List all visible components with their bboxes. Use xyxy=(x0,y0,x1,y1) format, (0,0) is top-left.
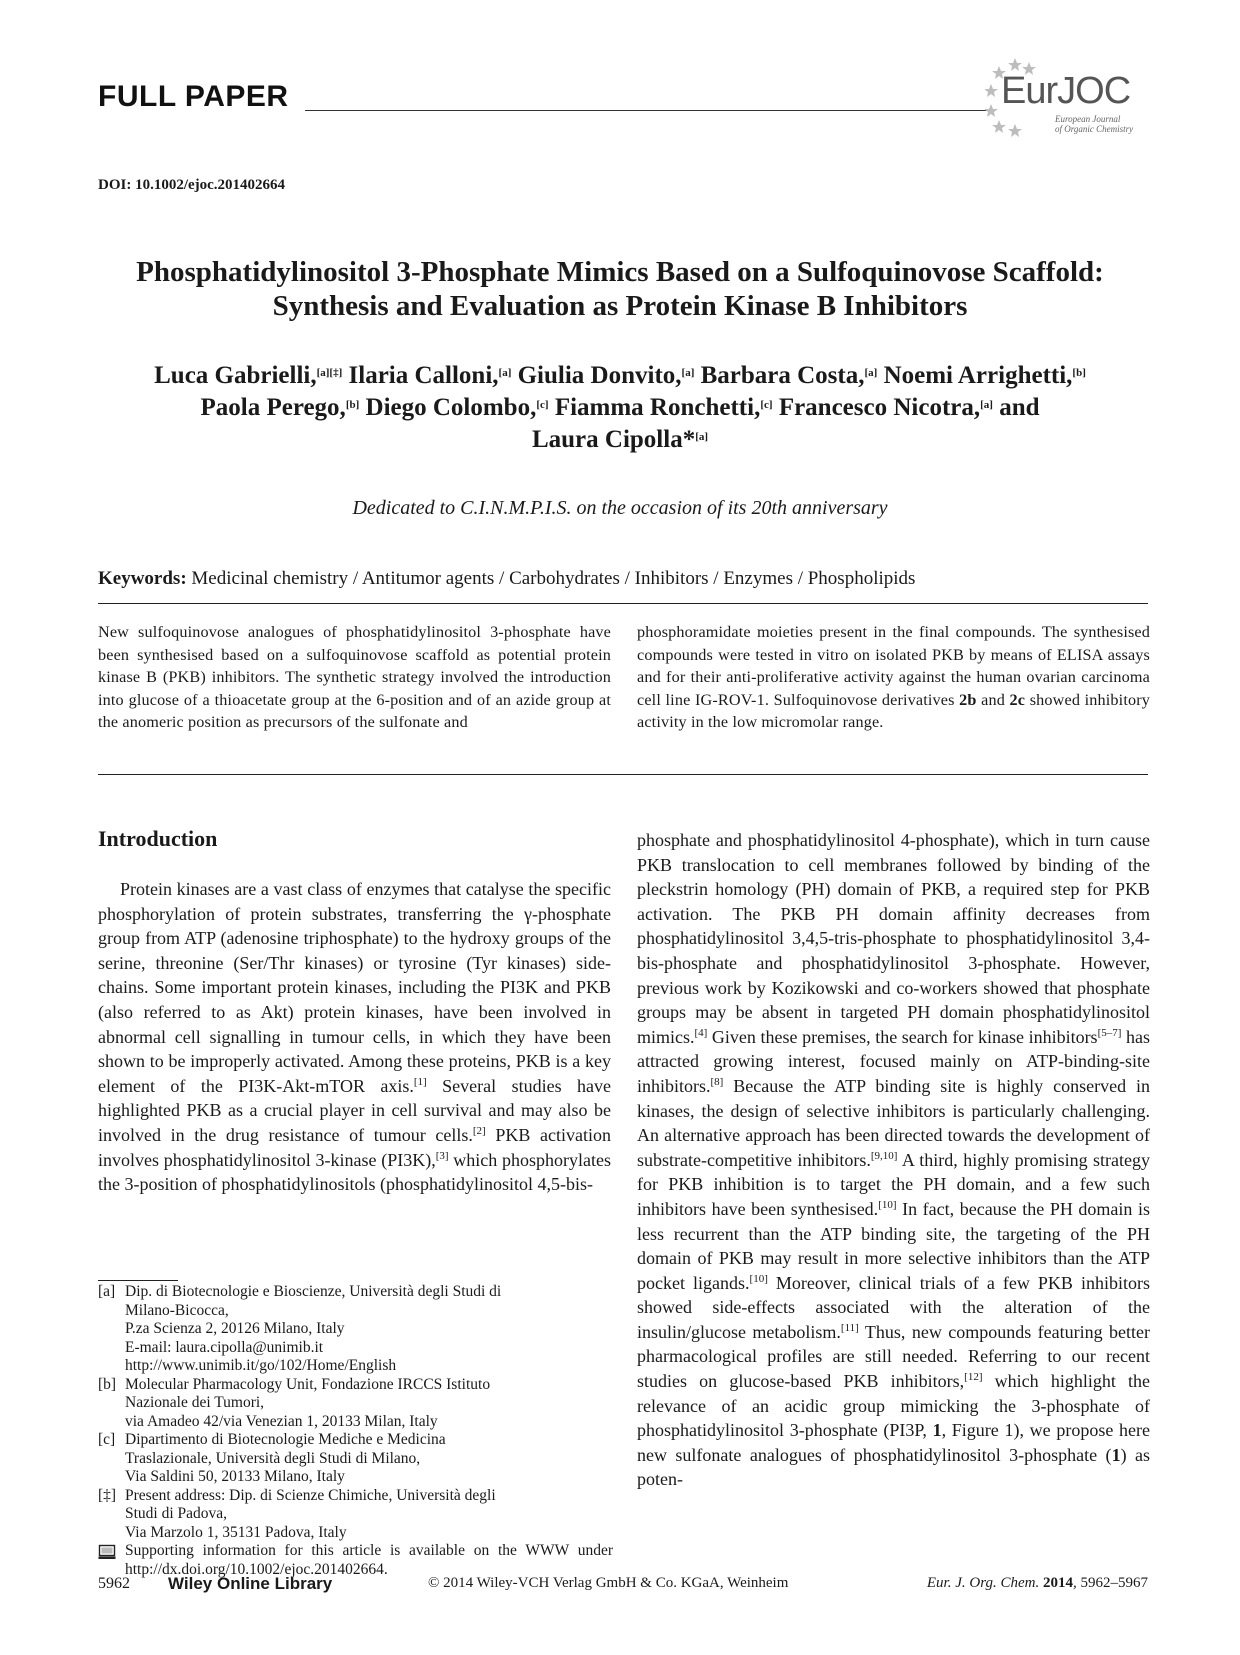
journal-abbrev: Eur. J. Org. Chem. xyxy=(926,1575,1040,1591)
citation: [1] xyxy=(413,1075,427,1088)
body-text: A third, highly promising strategy for PKB inhibition is to target the PH domain, and a few such inhibitors have been synthesised. xyxy=(637,1149,1150,1219)
abstract-left: New sulfoquinovose analogues of phosphatidylinositol 3-phosphate have been synthesised based on a sulfoquinovose scaffold as potential protein kinase B (PKB) inhibitors. The synthetic strategy involved the introduction into glucose of a thioacetate group at the 6-position and of an azide group at the anomeric position as precursors of the sulfonate and xyxy=(98,623,611,731)
affiliation-line: Milano-Bicocca, xyxy=(125,1301,229,1319)
affiliation xyxy=(98,1431,613,1487)
header-rule xyxy=(305,110,995,111)
affiliation-line: Dip. di Biotecnologie e Bioscienze, Università degli Studi di xyxy=(125,1283,502,1300)
affiliation-tag: [a] xyxy=(98,1283,116,1300)
affiliation-line: Via Marzolo 1, 35131 Padova, Italy xyxy=(125,1523,347,1541)
body-text: Given these premises, the search for kinase inhibitors xyxy=(707,1026,1098,1047)
author-affiliation: [a][‡] xyxy=(316,367,343,379)
affiliation-line: Present address: Dip. di Scienze Chimiche, Università degli xyxy=(125,1486,496,1504)
keywords-label: Keywords: xyxy=(98,568,187,589)
author-affiliation: [b] xyxy=(1072,367,1086,379)
body-text: Thus, new compounds featuring better pharmacological profiles are still needed. Referring to our recent studies on glucose-based PKB inhibitors, xyxy=(637,1321,1150,1392)
body-text: PKB activation involves phosphatidylinositol 3-kinase (PI3K), xyxy=(98,1124,611,1170)
citation: [4] xyxy=(694,1026,708,1039)
keywords xyxy=(98,568,1148,590)
body-text: Several studies have highlighted PKB as a crucial player in cell survival and may also be involved in the drug resistance of tumour cells. xyxy=(98,1075,611,1145)
journal-logo xyxy=(985,54,1155,138)
author-name: Laura Cipolla* xyxy=(531,426,696,453)
body-text: has attracted growing interest, focused mainly on ATP-binding-site inhibitors. xyxy=(637,1026,1151,1096)
journal-reference xyxy=(880,1575,1148,1592)
author-name: Paola Perego, xyxy=(200,394,346,421)
affiliation-tag: [b] xyxy=(98,1375,117,1393)
body-text: In fact, because the PH domain is less recurrent than the ATP binding site, the targeting of the PH domain of PKB may result in more selective inhibitors than the ATP pocket ligands. xyxy=(637,1198,1150,1293)
author-affiliation: [c] xyxy=(536,399,549,411)
paper-title xyxy=(70,255,1170,323)
compound-label: 2c xyxy=(1009,690,1026,709)
affiliation-url: http://www.unimib.it/go/102/Home/English xyxy=(125,1357,397,1374)
compound-label: 1 xyxy=(1111,1444,1121,1465)
author-affiliation: [a] xyxy=(681,367,695,379)
author-name: Luca Gabrielli, xyxy=(154,362,317,389)
intro-right-column xyxy=(637,828,1150,1492)
body-text: Because the ATP binding site is highly conserved in kinases, the design of selective inhibitors is particularly challenging. An alternative approach has been directed towards the development of substrate-competitive inhibitors. xyxy=(637,1075,1150,1170)
affiliation-line: P.za Scienza 2, 20126 Milano, Italy xyxy=(125,1320,345,1337)
abstract-top-rule xyxy=(98,603,1148,604)
affiliation-line: Nazionale dei Tumori, xyxy=(125,1394,265,1411)
abstract-right xyxy=(637,621,1150,734)
page-number: 5962 xyxy=(98,1575,130,1592)
author-affiliation: [c] xyxy=(760,399,773,411)
section-label: FULL PAPER xyxy=(98,80,289,113)
author-list xyxy=(70,360,1170,456)
affiliation xyxy=(98,1487,613,1543)
affiliation-line: Via Saldini 50, 20133 Milano, Italy xyxy=(125,1468,345,1485)
affiliation xyxy=(98,1376,613,1432)
author-conjunction: and xyxy=(999,394,1040,421)
abstract-text: phosphoramidate moieties present in the final compounds. The synthesised compounds were tested in vitro on isolated PKB by means of ELISA assays and for their anti-proliferative activity against the human ovarian carcinoma cell line IG-ROV-1. Sulfoquinovose derivatives xyxy=(637,623,1150,709)
affiliation-tag: [c] xyxy=(98,1431,116,1448)
author-name: Francesco Nicotra, xyxy=(778,394,981,421)
body-text: which phosphorylates the 3-position of phosphatidylinositols (phosphatidylinositol 4,5-bis- xyxy=(98,1149,611,1195)
author-affiliation: [a] xyxy=(980,399,993,411)
body-text: , Figure 1), we propose here new sulfonate analogues of phosphatidylinositol 3-phosphate ( xyxy=(637,1420,1150,1465)
body-text: which highlight the relevance of an acidic group mimicking the 3-phosphate of phosphatidylinositol 3-phosphate (PI3P, xyxy=(637,1371,1150,1441)
journal-brand: EurJOC xyxy=(1001,70,1131,112)
body-text: Moreover, clinical trials of a few PKB inhibitors showed side-effects associated with the alteration of the insulin/glucose metabolism. xyxy=(637,1272,1150,1342)
author-name: Giulia Donvito, xyxy=(517,362,682,389)
title-line: Synthesis and Evaluation as Protein Kinase B Inhibitors xyxy=(272,290,968,322)
abstract-bottom-rule xyxy=(98,774,1148,775)
author-affiliation: [b] xyxy=(345,399,360,411)
citation: [10] xyxy=(749,1272,768,1285)
journal-subtitle: European Journal xyxy=(1055,114,1121,124)
intro-left-column xyxy=(98,877,611,1197)
author-name: Diego Colombo, xyxy=(365,394,537,421)
author-name: Fiamma Ronchetti, xyxy=(554,394,761,421)
author-name: Barbara Costa, xyxy=(700,362,865,389)
library-name: Wiley Online Library xyxy=(168,1574,333,1593)
body-text: ) as poten- xyxy=(637,1444,1150,1490)
computer-screen-icon xyxy=(98,1544,116,1560)
author-name: Noemi Arrighetti, xyxy=(883,362,1073,389)
citation: [8] xyxy=(710,1075,724,1088)
citation: [10] xyxy=(878,1198,897,1211)
affiliation-email: E-mail: laura.cipolla@unimib.it xyxy=(125,1338,324,1356)
citation: [2] xyxy=(472,1124,486,1137)
affiliation-line: Traslazionale, Università degli Studi di Milano, xyxy=(125,1449,421,1467)
citation: [5–7] xyxy=(1097,1026,1122,1039)
affiliation-line: Dipartimento di Biotecnologie Mediche e Medicina xyxy=(125,1431,446,1448)
body-text: phosphate and phosphatidylinositol 4-phosphate), which in turn cause PKB translocation to cell membranes followed by binding of the pleckstrin homology (PH) domain of PKB, a required step for PKB activation. The PKB PH domain affinity decreases from phosphatidylinositol 3,4,5-tris-phosphate to phosphatidylinositol 3,4-bis-phosphate and phosphatidylinositol 3-phosphate. However, previous work by Kozikowski and co-workers showed that phosphate groups may be absent in targeted PH domain phosphatidylinositol mimics. xyxy=(637,830,1150,1047)
footnote-rule xyxy=(98,1280,178,1281)
compound-label: 1 xyxy=(932,1420,942,1441)
citation: [9,10] xyxy=(870,1149,898,1162)
affiliations xyxy=(98,1283,613,1579)
affiliation-line: Molecular Pharmacology Unit, Fondazione IRCCS Istituto xyxy=(125,1375,491,1393)
affiliation-line: Studi di Padova, xyxy=(125,1505,228,1522)
citation: [11] xyxy=(840,1321,859,1334)
doi: DOI: 10.1002/ejoc.201402664 xyxy=(98,177,286,193)
abstract-text: showed inhibitory activity in the low micromolar range. xyxy=(637,690,1150,731)
copyright: © 2014 Wiley-VCH Verlag GmbH & Co. KGaA, Weinheim xyxy=(428,1575,789,1591)
citation: [3] xyxy=(435,1149,449,1162)
journal-subtitle: of Organic Chemistry xyxy=(1055,124,1134,134)
journal-pages: , 5962–5967 xyxy=(1073,1575,1148,1591)
author-affiliation: [a] xyxy=(498,367,512,379)
title-line: Phosphatidylinositol 3-Phosphate Mimics Based on a Sulfoquinovose Scaffold: xyxy=(136,256,1104,288)
abstract-text: and xyxy=(976,690,1010,709)
author-affiliation: [a] xyxy=(695,431,709,443)
affiliation xyxy=(98,1283,613,1376)
journal-year: 2014 xyxy=(1043,1575,1073,1591)
compound-label: 2b xyxy=(959,690,977,709)
author-affiliation: [a] xyxy=(864,367,878,379)
dedication: Dedicated to C.I.N.M.P.I.S. on the occasion of its 20th anniversary xyxy=(352,497,888,519)
citation: [12] xyxy=(964,1371,983,1384)
keywords-text: Medicinal chemistry / Antitumor agents / Carbohydrates / Inhibitors / Enzymes / Phospholipids xyxy=(191,568,916,589)
body-text: Protein kinases are a vast class of enzymes that catalyse the specific phosphorylation of protein substrates, transferring the γ-phosphate group from ATP (adenosine triphosphate) to the hydroxy groups of the serine, threonine (Ser/Thr kinases) or tyrosine (Tyr kinases) side-chains. Some important protein kinases, including the PI3K and PKB (also referred to as Akt) protein kinases, have been involved in abnormal cell signalling in tumour cells, in which they have been shown to be improperly activated. Among these proteins, PKB is a key element of the PI3K-Akt-mTOR axis. xyxy=(98,879,611,1096)
affiliation-line: via Amadeo 42/via Venezian 1, 20133 Milan, Italy xyxy=(125,1412,438,1430)
section-heading: Introduction xyxy=(98,826,218,851)
author-name: Ilaria Calloni, xyxy=(348,362,499,389)
supporting-info-text: Supporting information for this article is available on the WWW under http://dx.doi.org/10.1002/ejoc.201402664. xyxy=(125,1542,613,1578)
affiliation-tag: [‡] xyxy=(98,1486,117,1504)
